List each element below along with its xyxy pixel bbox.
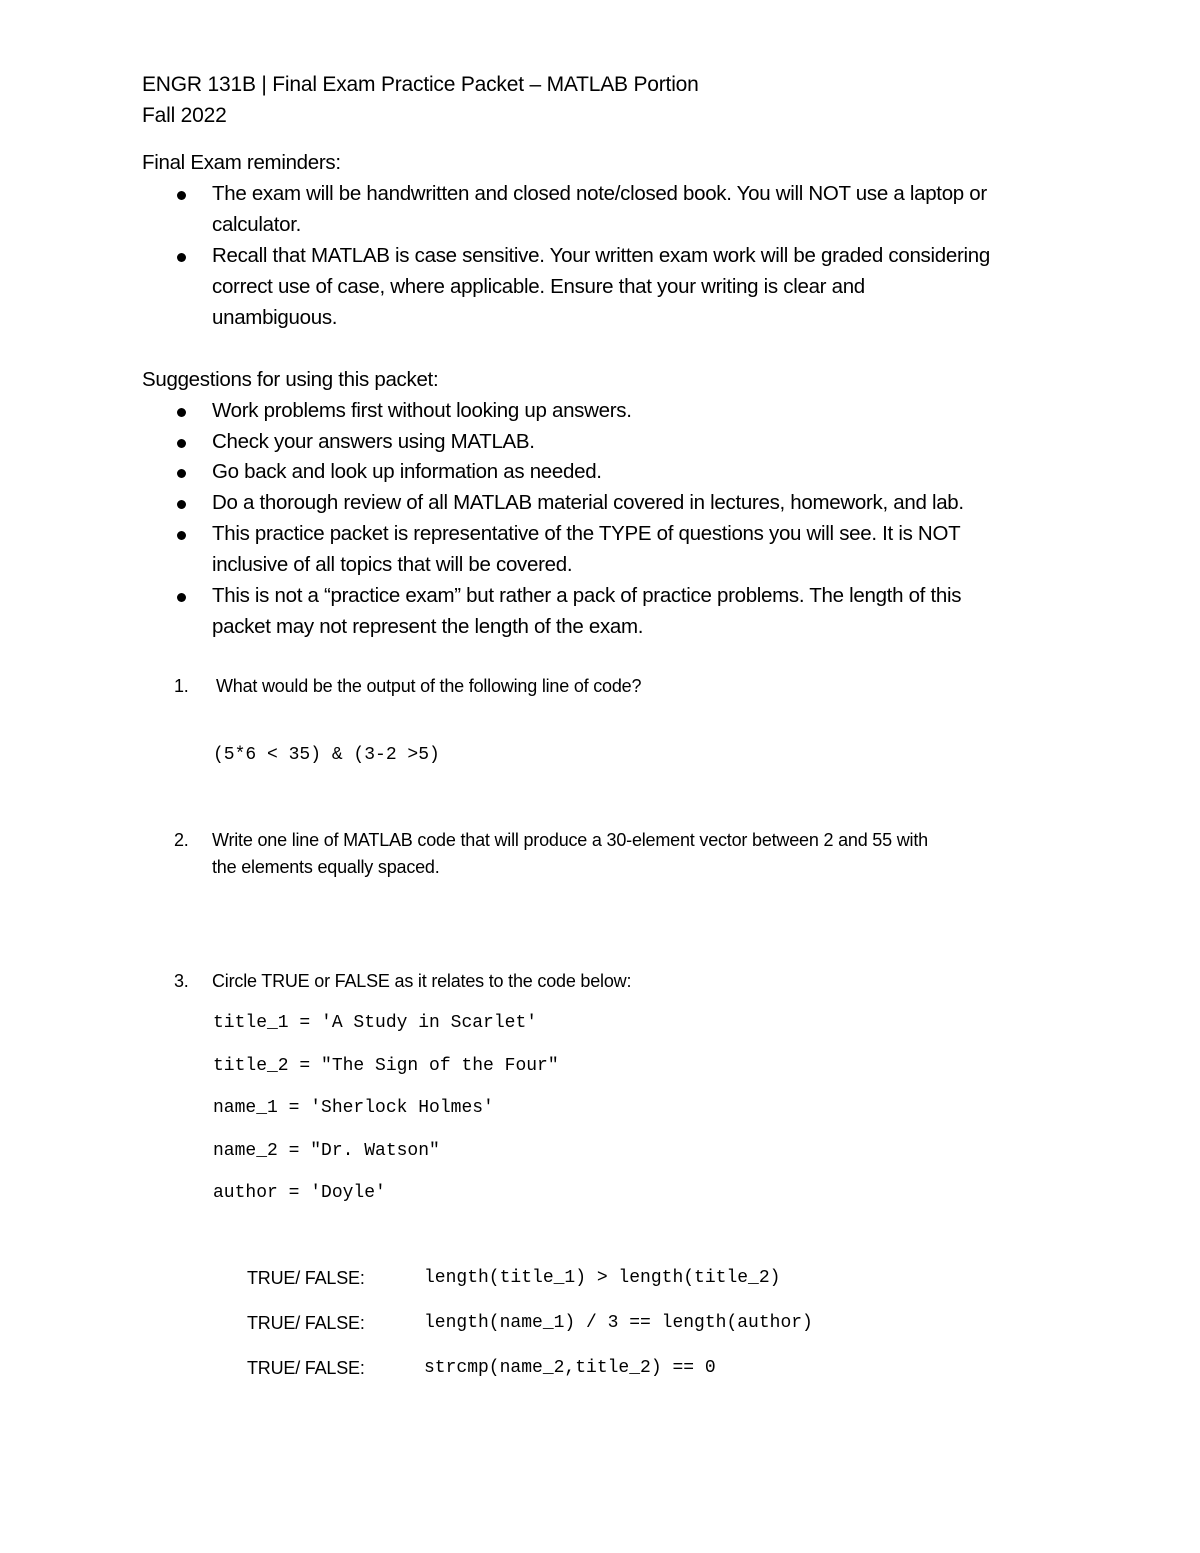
bullet-icon <box>177 469 186 478</box>
true-false-expression: strcmp(name_2,title_2) == 0 <box>424 1358 716 1378</box>
bullet-icon <box>177 500 186 509</box>
document-title: ENGR 131B | Final Exam Practice Packet – MATLAB Portion <box>142 73 699 96</box>
reminders-heading: Final Exam reminders: <box>142 151 341 174</box>
code-line: author = 'Doyle' <box>213 1183 386 1203</box>
question-number: 1. <box>174 676 189 696</box>
document-term: Fall 2022 <box>142 104 227 127</box>
code-line: name_2 = "Dr. Watson" <box>213 1141 440 1161</box>
bullet-icon <box>177 439 186 448</box>
code-line: title_1 = 'A Study in Scarlet' <box>213 1013 538 1033</box>
code-line: title_2 = "The Sign of the Four" <box>213 1056 559 1076</box>
bullet-icon <box>177 253 186 262</box>
bullet-icon <box>177 408 186 417</box>
true-false-expression: length(name_1) / 3 == length(author) <box>424 1313 813 1333</box>
true-false-label: TRUE/ FALSE: <box>247 1313 365 1333</box>
suggestions-heading: Suggestions for using this packet: <box>142 368 439 391</box>
question-prompt: Circle TRUE or FALSE as it relates to the code below: <box>212 971 632 991</box>
question-prompt: the elements equally spaced. <box>212 857 440 877</box>
true-false-label: TRUE/ FALSE: <box>247 1358 365 1378</box>
code-line: (5*6 < 35) & (3-2 >5) <box>213 745 440 765</box>
code-line: name_1 = 'Sherlock Holmes' <box>213 1098 494 1118</box>
question-number: 3. <box>174 971 189 991</box>
bullet-icon <box>177 191 186 200</box>
true-false-label: TRUE/ FALSE: <box>247 1268 365 1288</box>
question-prompt: Write one line of MATLAB code that will produce a 30-element vector between 2 and 55 with <box>212 830 928 850</box>
question-number: 2. <box>174 830 189 850</box>
document-page: ENGR 131B | Final Exam Practice Packet – MATLAB Portion Fall 2022 Final Exam reminders: The exam will be handwritten and closed note/closed book. You will NOT use a laptop or calculator. Recall that MATLAB is case sensitive. Your written exam work will be graded considering correct use of case, where applicable. Ensure that your writing is clear and unambiguous. Suggestions for using this packet: Work problems first without looking up answers. Check your answers using MATLAB. Go back and look up information as needed. Do a thorough review of all MATLAB material covered in lectures, homework, and lab. This practice packet is representative of the TYPE of questions you will see. It is NOT inclusive of all topics that will be covered. This is not a “practice exam” but rather a pack of practice problems. The length of this packet may not represent the length of the exam. 1. What would be the output of the following line of code? (5*6 < 35) & (3-2 >5) 2. Write one line of MATLAB code that will produce a 30-element vector between 2 and 55 with the elements equally spaced. 3. Circle TRUE or FALSE as it relates to the code below: title_1 = 'A Study in Scarlet' title_2 = "The Sign of the Four" name_1 = 'Sherlock Holmes' name_2 = "Dr. Watson" author = 'Doyle' TRUE/ FALSE: length(title_1) > length(title_2) TRUE/ FALSE: length(name_1) / 3 == length(author) TRUE/ FALSE: strcmp(name_2,title_2) == 0 <box>0 0 1200 1553</box>
bullet-icon <box>177 593 186 602</box>
bullet-icon <box>177 531 186 540</box>
question-prompt: What would be the output of the following line of code? <box>216 676 642 696</box>
true-false-expression: length(title_1) > length(title_2) <box>424 1268 781 1288</box>
